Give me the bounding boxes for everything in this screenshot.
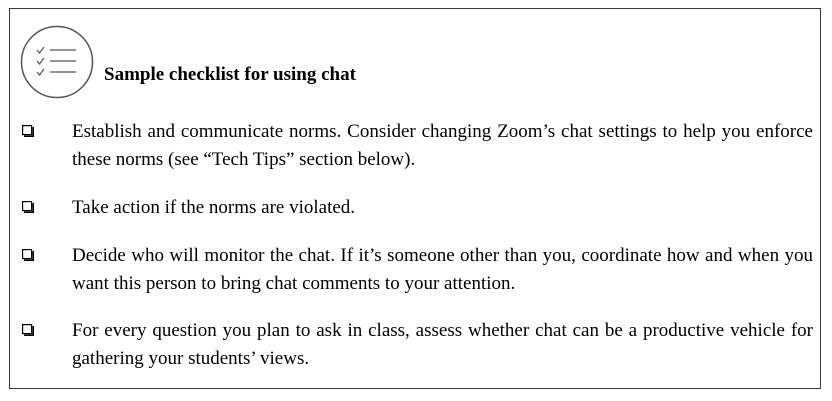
checklist-item-text: Decide who will monitor the chat. If it’s someone other than you, coordinate how and when you want this person to bring chat comments to your attention.: [72, 245, 813, 294]
checklist-item-text: For every question you plan to ask in class, assess whether chat can be a productive vehicle for gathering your students’ views.: [72, 320, 813, 369]
checklist-icon: [20, 25, 94, 99]
checklist-item-text: Take action if the norms are violated.: [72, 197, 356, 218]
checklist-item-text: Establish and communicate norms. Consider changing Zoom’s chat settings to help you enforce these norms (see “Tech Tips” section below).: [72, 121, 813, 170]
empty-checkbox-icon[interactable]: [22, 249, 34, 261]
empty-checkbox-icon[interactable]: [22, 125, 34, 137]
empty-checkbox-icon[interactable]: [22, 324, 34, 336]
checklist-title: Sample checklist for using chat: [104, 64, 356, 85]
empty-checkbox-icon[interactable]: [22, 201, 34, 213]
